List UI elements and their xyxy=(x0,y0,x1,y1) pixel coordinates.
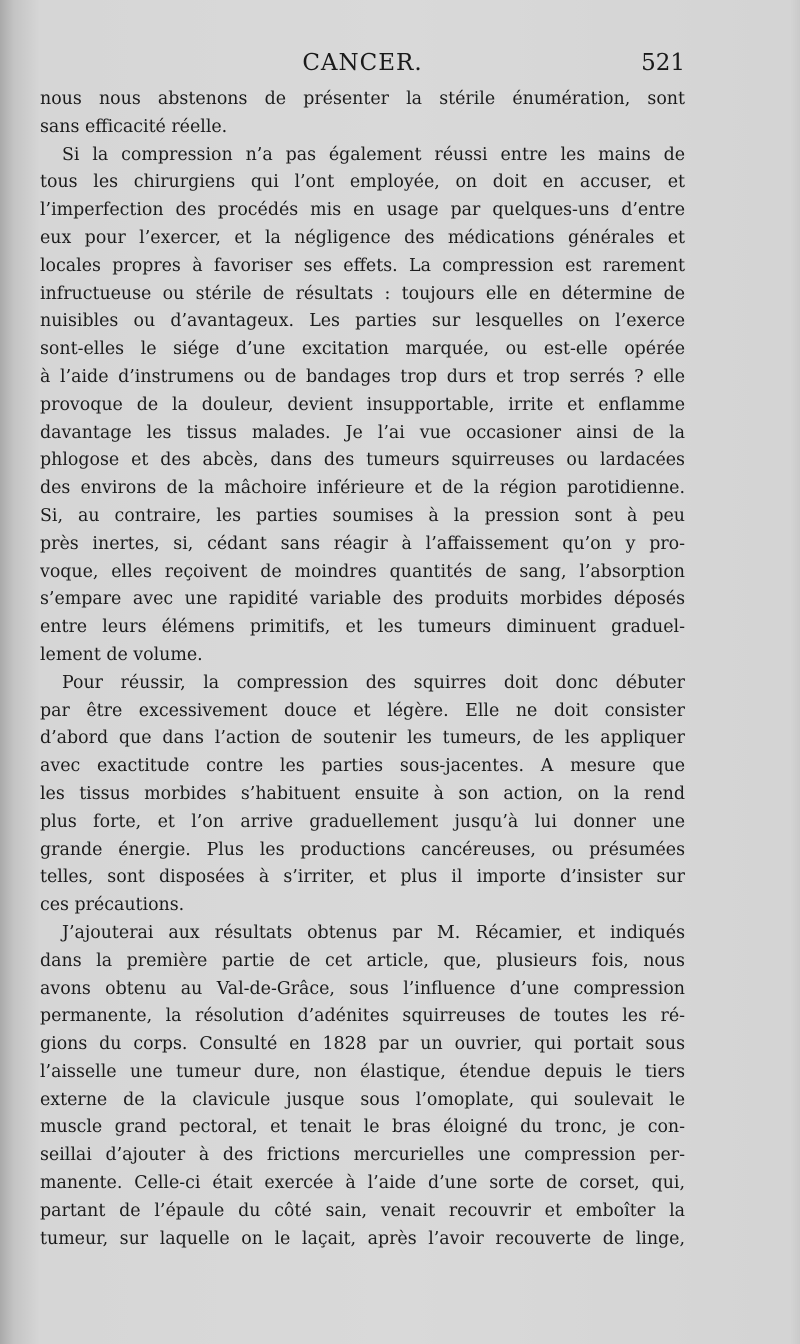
text-line: l’imperfection des procédés mis en usage par quelques-uns d’entre xyxy=(40,200,685,221)
text-line: près inertes, si, cédant sans réagir à l’affaissement qu’on y pro- xyxy=(40,533,685,554)
text-line: sans efficacité réelle. xyxy=(40,116,228,137)
text-line: Pour réussir, la compression des squirres doit donc débuter xyxy=(62,672,685,693)
running-title: CANCER. xyxy=(302,50,423,76)
text-line: J’ajouterai aux résultats obtenus par M. Récamier, et indiqués xyxy=(62,922,685,943)
text-line: permanente, la résolution d’adénites squirreuses de toutes les ré- xyxy=(40,1006,685,1027)
text-line: tumeur, sur laquelle on le laçait, après l’avoir recouverte de linge, xyxy=(40,1228,685,1249)
body-text xyxy=(40,86,685,1253)
text-line: des environs de la mâchoire inférieure et de la région parotidienne. xyxy=(40,478,685,499)
page-header xyxy=(40,50,685,86)
text-line: avons obtenu au Val-de-Grâce, sous l’influence d’une compression xyxy=(40,978,685,999)
text-line: par être excessivement douce et légère. Elle ne doit consister xyxy=(40,700,685,721)
text-line: à l’aide d’instrumens ou de bandages trop durs et trop serrés ? elle xyxy=(40,366,685,387)
text-line: locales propres à favoriser ses effets. La compression est rarement xyxy=(40,255,685,276)
text-line: phlogose et des abcès, dans des tumeurs squirreuses ou lardacées xyxy=(40,450,685,471)
text-line: Si, au contraire, les parties soumises à la pression sont à peu xyxy=(40,505,685,526)
text-line: muscle grand pectoral, et tenait le bras éloigné du tronc, je con- xyxy=(40,1117,685,1138)
text-line: nuisibles ou d’avantageux. Les parties sur lesquelles on l’exerce xyxy=(40,311,685,332)
page-number: 521 xyxy=(641,50,685,76)
text-line: ces précautions. xyxy=(40,895,185,916)
text-line: d’abord que dans l’action de soutenir les tumeurs, de les appliquer xyxy=(40,728,685,749)
text-line: tous les chirurgiens qui l’ont employée, on doit en accuser, et xyxy=(40,172,685,193)
text-line: voque, elles reçoivent de moindres quantités de sang, l’absorption xyxy=(40,561,685,582)
text-line: dans la première partie de cet article, que, plusieurs fois, nous xyxy=(40,950,685,971)
text-line: grande énergie. Plus les productions cancéreuses, ou présumées xyxy=(40,839,685,860)
text-line: l’aisselle une tumeur dure, non élastique, étendue depuis le tiers xyxy=(40,1061,685,1082)
text-line: les tissus morbides s’habituent ensuite à son action, on la rend xyxy=(40,783,685,804)
text-line: gions du corps. Consulté en 1828 par un ouvrier, qui portait sous xyxy=(40,1034,685,1055)
text-line: provoque de la douleur, devient insupportable, irrite et enflamme xyxy=(40,394,685,415)
text-line: seillai d’ajouter à des frictions mercurielles une compression per- xyxy=(40,1145,685,1166)
text-line: externe de la clavicule jusque sous l’omoplate, qui soulevait le xyxy=(40,1089,685,1110)
text-line: Si la compression n’a pas également réussi entre les mains de xyxy=(62,144,685,165)
text-line: infructueuse ou stérile de résultats : toujours elle en détermine de xyxy=(40,283,685,304)
text-line: eux pour l’exercer, et la négligence des médications générales et xyxy=(40,227,685,248)
text-line: s’empare avec une rapidité variable des produits morbides déposés xyxy=(40,589,685,610)
text-line: manente. Celle-ci était exercée à l’aide d’une sorte de corset, qui, xyxy=(40,1173,685,1194)
text-line: plus forte, et l’on arrive graduellement jusqu’à lui donner une xyxy=(40,811,685,832)
text-line: davantage les tissus malades. Je l’ai vue occasioner ainsi de la xyxy=(40,422,685,443)
text-line: avec exactitude contre les parties sous-jacentes. A mesure que xyxy=(40,756,685,777)
text-line: sont-elles le siége d’une excitation marquée, ou est-elle opérée xyxy=(40,339,685,360)
text-line: telles, sont disposées à s’irriter, et plus il importe d’insister sur xyxy=(40,867,685,888)
text-line: entre leurs élémens primitifs, et les tumeurs diminuent graduel- xyxy=(40,617,685,638)
text-line: nous nous abstenons de présenter la stérile énumération, sont xyxy=(40,89,685,109)
text-line: lement de volume. xyxy=(40,644,203,665)
text-line: partant de l’épaule du côté sain, venait recouvrir et emboîter la xyxy=(40,1200,685,1221)
